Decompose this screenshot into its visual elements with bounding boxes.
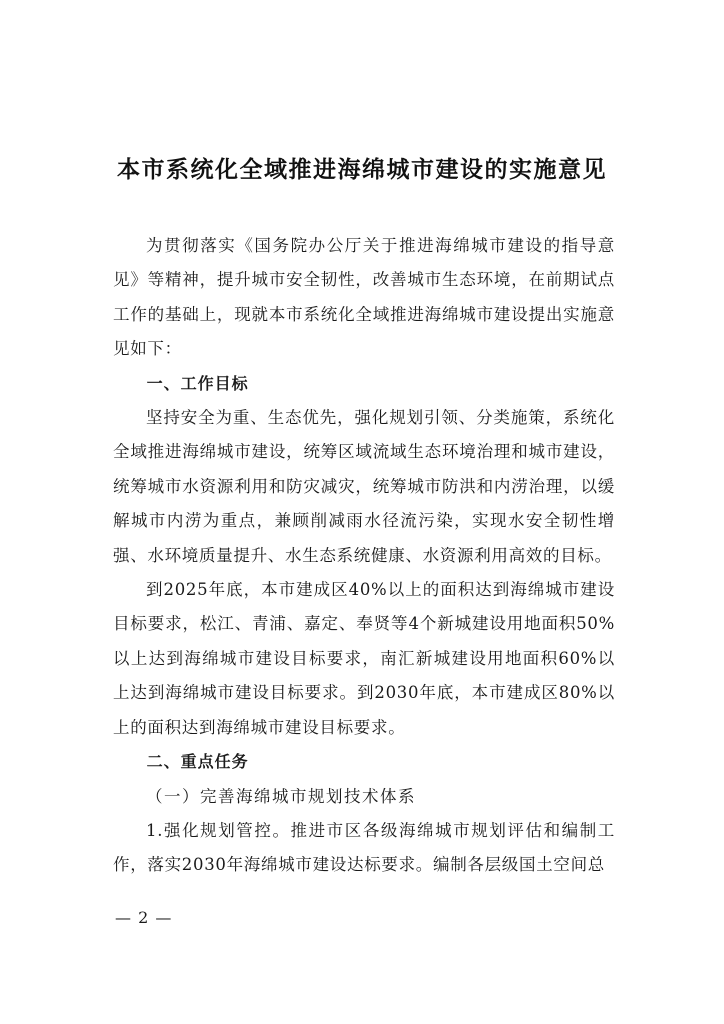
section-heading-goals: 一、工作目标 xyxy=(146,373,249,393)
targets-paragraph: 到2025年底，本市建成区40%以上的面积达到海绵城市建设目标要求，松江、青浦、嘉定、奉贤等4个新城建设用地面积50%以上达到海绵城市建设目标要求，南汇新城建设用地面积60%以上达到海绵城市建设目标要求。到2030年底，本市建成区80%以上的面积达到海绵城市建设目标要求。 xyxy=(113,580,615,737)
intro-paragraph: 为贯彻落实《国务院办公厅关于推进海绵城市建设的指导意见》等精神，提升城市安全韧性，改善城市生态环境，在前期试点工作的基础上，现就本市系统化全域推进海绵城市建设提出实施意见如下： xyxy=(113,236,615,359)
planning-item-paragraph: 1.强化规划管控。推进市区各级海绵城市规划评估和编制工作，落实2030年海绵城市建设达标要求。编制各层级国土空间总 xyxy=(113,820,615,875)
document-body xyxy=(113,229,615,883)
page-number: — 2 — xyxy=(115,908,173,927)
goals-paragraph: 坚持安全为重、生态优先，强化规划引领、分类施策，系统化全域推进海绵城市建设，统筹区域流域生态环境治理和城市建设，统筹城市水资源利用和防灾减灾，统筹城市防洪和内涝治理，以缓解城市内涝为重点，兼顾削减雨水径流污染，实现水安全韧性增强、水环境质量提升、水生态系统健康、水资源利用高效的目标。 xyxy=(113,408,615,565)
section-heading-tasks: 二、重点任务 xyxy=(146,752,249,772)
subsection-heading-planning: （一）完善海绵城市规划技术体系 xyxy=(146,786,416,806)
document-title: 本市系统化全域推进海绵城市建设的实施意见 xyxy=(117,157,607,183)
